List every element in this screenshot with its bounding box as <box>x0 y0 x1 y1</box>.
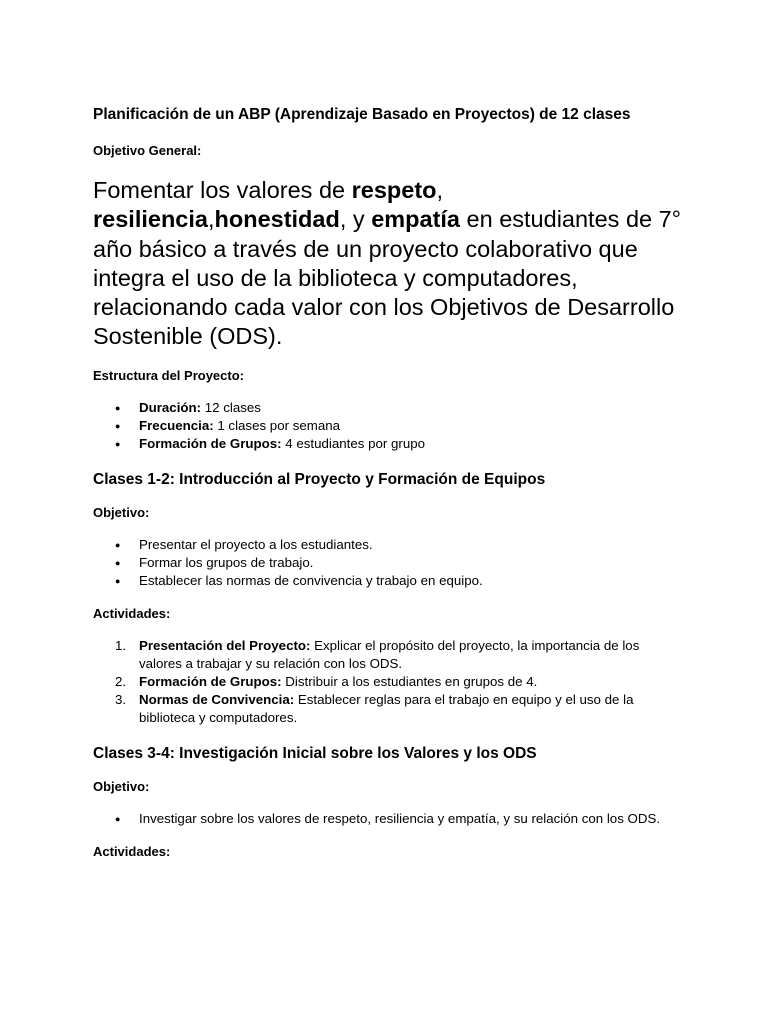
list-item: ● Investigar sobre los valores de respeto, resiliencia y empatía, y su relación con los ODS. <box>93 810 683 828</box>
item-key: Presentación del Proyecto: <box>139 637 311 653</box>
objetivos-list <box>93 536 683 590</box>
value-empatia: empatía <box>371 206 461 233</box>
document-content <box>93 104 683 860</box>
objetivo-general-label: Objetivo General: <box>93 143 202 158</box>
text-run: en estudiantes de 7° año básico a través de un proyecto colaborativo que integra el uso de la biblioteca y computadores, relacionando cada valor con los Objetivos de Desarrollo Sostenible (ODS). <box>93 206 682 350</box>
objetivo-label: Objetivo: <box>93 778 150 794</box>
estructura-list <box>93 399 683 453</box>
value-respeto: respeto <box>351 177 437 203</box>
value-honestidad: honestidad <box>214 206 340 233</box>
text-run: , y <box>339 206 372 233</box>
item-key: Frecuencia: <box>139 417 214 433</box>
actividades-label: Actividades: <box>93 843 171 859</box>
actividades-label: Actividades: <box>93 605 171 621</box>
item-key: Formación de Grupos: <box>139 673 282 689</box>
item-value: Distribuir a los estudiantes en grupos de 4. <box>281 673 538 689</box>
list-item <box>93 435 683 453</box>
list-item: ● Presentar el proyecto a los estudiantes. <box>93 536 683 554</box>
text-run: , <box>436 177 444 203</box>
item-key: Formación de Grupos: <box>139 435 282 451</box>
item-number: 2. <box>115 673 127 689</box>
list-item <box>93 637 683 673</box>
value-resiliencia: resiliencia <box>93 206 208 233</box>
item-value: 12 clases <box>201 399 261 415</box>
section-heading-clases-3-4: Clases 3-4: Investigación Inicial sobre los Valores y los ODS <box>93 744 537 762</box>
item-value: 4 estudiantes por grupo <box>281 435 426 451</box>
item-key: Normas de Convivencia: <box>139 691 295 707</box>
list-item <box>93 417 683 435</box>
objetivo-general-text <box>93 176 683 352</box>
actividades-list <box>93 637 683 727</box>
section-heading-clases-1-2: Clases 1-2: Introducción al Proyecto y Formación de Equipos <box>93 470 546 488</box>
document-title: Planificación de un ABP (Aprendizaje Basado en Proyectos) de 12 clases <box>93 106 631 123</box>
item-value: Explicar el propósito del proyecto, la importancia de los valores a trabajar y su relación con los ODS. <box>139 637 640 671</box>
item-value: 1 clases por semana <box>213 417 341 433</box>
text-run: , <box>207 206 215 233</box>
objetivo-label: Objetivo: <box>93 504 150 520</box>
item-number: 1. <box>115 637 127 653</box>
item-number: 3. <box>115 691 127 707</box>
list-item: ● Establecer las normas de convivencia y trabajo en equipo. <box>93 572 683 590</box>
list-item <box>93 399 683 417</box>
list-item: ● Formar los grupos de trabajo. <box>93 554 683 572</box>
list-item <box>93 691 683 727</box>
item-key: Duración: <box>139 399 202 415</box>
estructura-label: Estructura del Proyecto: <box>93 367 244 383</box>
objetivos-list <box>93 810 683 828</box>
text-run: Fomentar los valores de <box>93 177 352 203</box>
list-item <box>93 673 683 691</box>
item-value: Establecer reglas para el trabajo en equipo y el uso de la biblioteca y computadores. <box>139 691 634 725</box>
